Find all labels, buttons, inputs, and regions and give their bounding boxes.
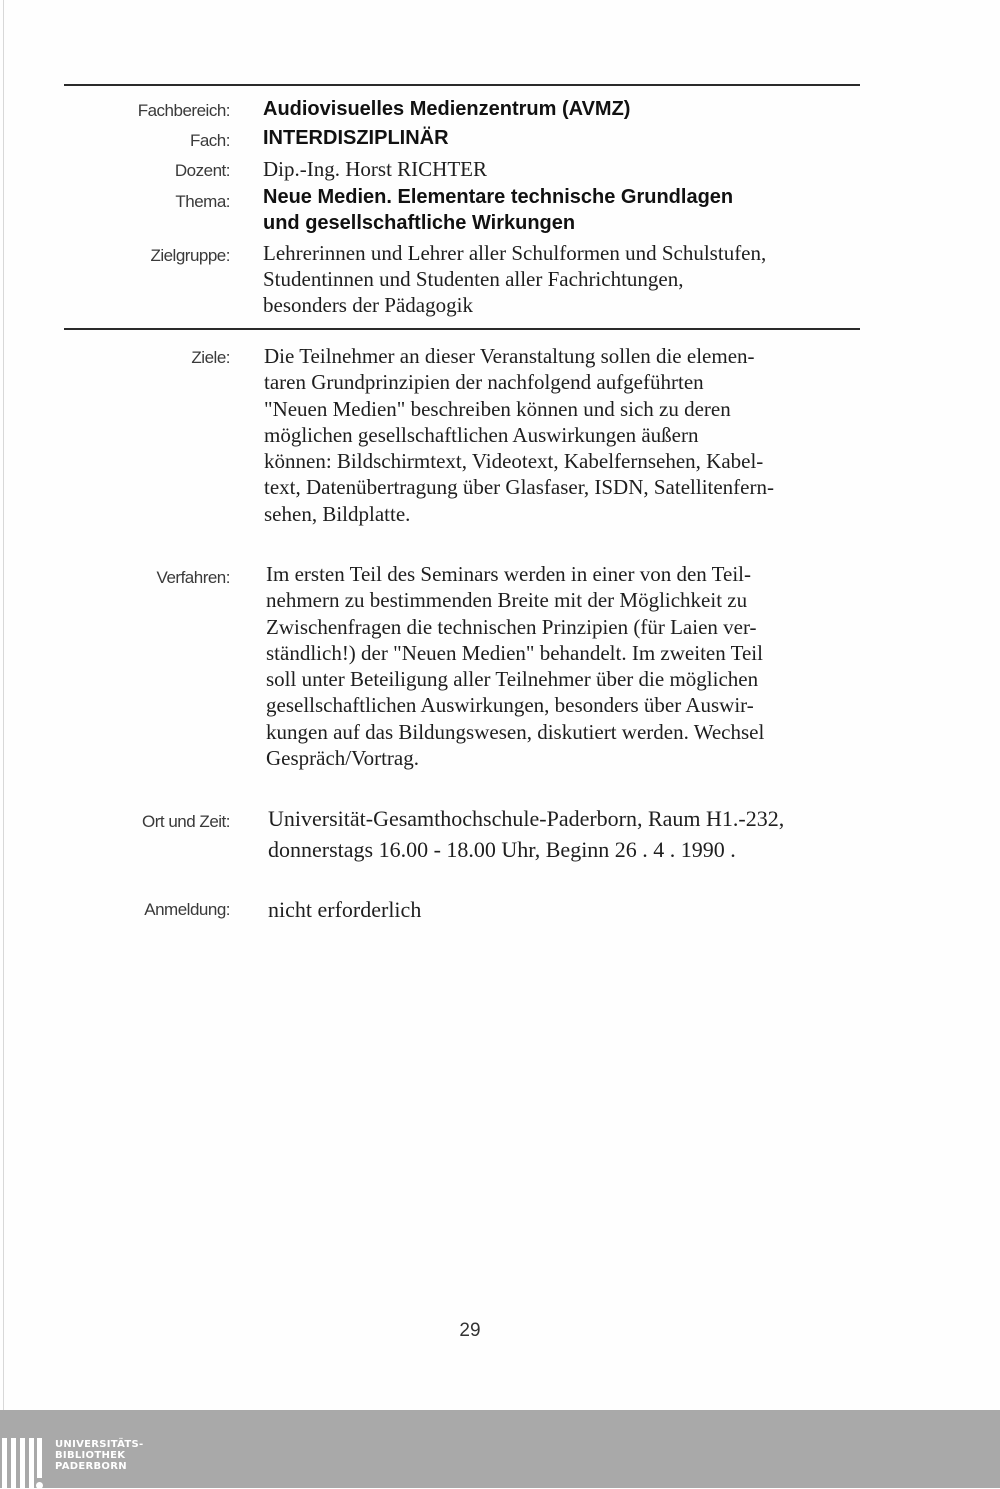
top-rule — [64, 84, 860, 86]
library-name-line: BIBLIOTHEK — [55, 1450, 126, 1461]
zielgruppe-label: Zielgruppe: — [150, 246, 230, 265]
verfahren-line: Zwischenfragen die technischen Prinzipien (für Laien ver- — [266, 614, 757, 639]
verfahren-line: nehmern zu bestimmenden Breite mit der Möglichkeit zu — [266, 588, 748, 613]
library-name-line: UNIVERSITÄTS- — [55, 1439, 144, 1450]
zielgruppe-value — [263, 240, 863, 318]
thema-label: Thema: — [175, 192, 230, 211]
verfahren-text — [266, 561, 866, 771]
verfahren-line: gesellschaftlichen Auswirkungen, besonders über Auswir- — [266, 693, 754, 718]
zielgruppe-line: Lehrerinnen und Lehrer aller Schulformen und Schulstufen, — [263, 241, 767, 265]
anmeldung-label: Anmeldung: — [144, 900, 230, 919]
fachbereich-value: Audiovisuelles Medienzentrum (AVMZ) — [263, 98, 631, 120]
zielgruppe-line: Studentinnen und Studenten aller Fachrichtungen, — [263, 267, 684, 291]
middle-rule — [64, 328, 860, 330]
thema-line: und gesellschaftliche Wirkungen — [263, 212, 576, 234]
page-edge — [3, 0, 4, 1410]
ziele-line: sehen, Bildplatte. — [264, 501, 411, 526]
ort-zeit-text — [268, 803, 858, 865]
thema-line: Neue Medien. Elementare technische Grundlagen — [263, 186, 734, 208]
fachbereich-label: Fachbereich: — [137, 101, 230, 120]
ziele-line: "Neuen Medien" beschreiben können und sich zu deren — [264, 396, 731, 421]
verfahren-line: kungen auf das Bildungswesen, diskutiert werden. Wechsel — [266, 719, 765, 744]
library-footer — [0, 1410, 1000, 1488]
library-name-line: PADERBORN — [55, 1461, 127, 1472]
verfahren-line: Im ersten Teil des Seminars werden in einer von den Teil- — [266, 562, 751, 586]
ziele-line: Die Teilnehmer an dieser Veranstaltung sollen die elemen- — [264, 344, 755, 368]
library-name — [55, 1439, 144, 1472]
fach-label: Fach: — [189, 131, 230, 150]
ziele-label: Ziele: — [191, 348, 230, 367]
ziele-line: können: Bildschirmtext, Videotext, Kabelfernsehen, Kabel- — [264, 449, 764, 474]
anmeldung-value: nicht erforderlich — [268, 897, 422, 922]
page-number: 29 — [459, 1320, 481, 1341]
verfahren-label: Verfahren: — [156, 568, 230, 587]
verfahren-line: ständlich!) der "Neuen Medien" behandelt. Im zweiten Teil — [266, 640, 763, 665]
zielgruppe-line: besonders der Pädagogik — [263, 293, 473, 317]
verfahren-line: Gespräch/Vortrag. — [266, 746, 419, 771]
thema-value — [263, 184, 863, 236]
ziele-line: taren Grundprinzipien der nachfolgend aufgeführten — [264, 370, 704, 395]
library-stripes-icon — [0, 1438, 50, 1488]
ziele-text — [264, 343, 864, 527]
ort-zeit-line: Universität-Gesamthochschule-Paderborn, Raum H1.-232, — [268, 806, 785, 831]
dozent-value: Dip.-Ing. Horst RICHTER — [263, 157, 487, 181]
ort-zeit-label: Ort und Zeit: — [142, 812, 230, 831]
ort-zeit-line: donnerstags 16.00 - 18.00 Uhr, Beginn 26 . 4 . 1990 . — [268, 837, 736, 862]
verfahren-line: soll unter Beteiligung aller Teilnehmer über die möglichen — [266, 667, 759, 692]
dozent-label: Dozent: — [174, 161, 230, 180]
ziele-line: möglichen gesellschaftlichen Auswirkungen äußern — [264, 422, 699, 447]
fach-value: INTERDISZIPLINÄR — [263, 127, 449, 149]
ziele-line: text, Datenübertragung über Glasfaser, ISDN, Satellitenfern- — [264, 475, 774, 500]
